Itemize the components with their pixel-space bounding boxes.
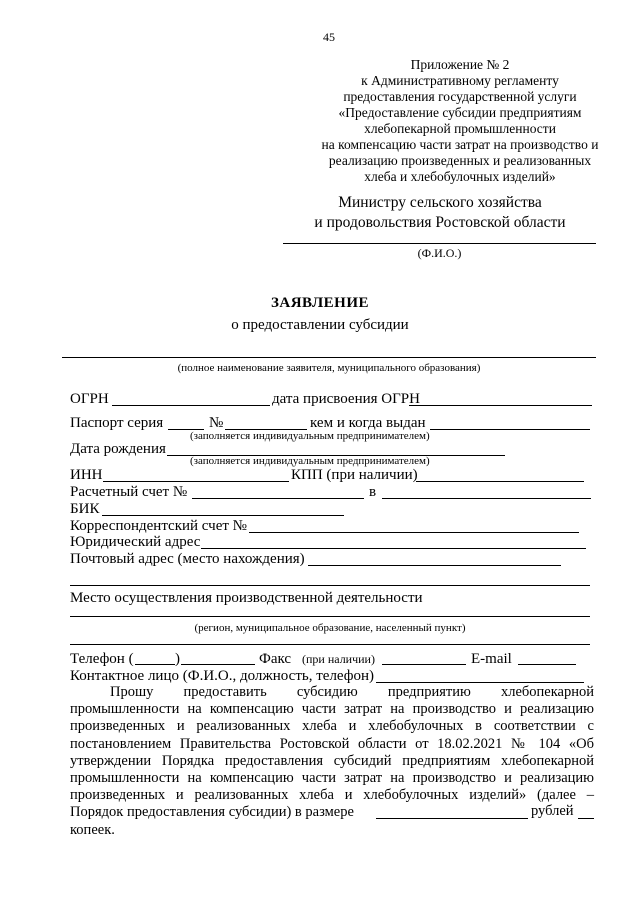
fax-note: (при наличии) (302, 652, 375, 666)
inn-label: ИНН (70, 467, 103, 483)
request-line: произведенных и реализованных хлеба и хлебобулочных изделий» (далее – (70, 787, 594, 804)
fax-label: Факс (259, 651, 292, 667)
ip-note-2: (заполняется индивидуальным предпринимателем) (190, 455, 430, 467)
kpp-label: КПП (при наличии) (291, 467, 418, 483)
applicant-line (62, 357, 596, 358)
account-bank-field[interactable] (382, 498, 591, 499)
phone-label: Телефон ( (70, 651, 134, 667)
activity-place-label: Место осуществления производственной деятельности (70, 590, 423, 606)
ogrn-date-label: дата присвоения ОГРН (272, 391, 420, 407)
corr-account-field[interactable] (249, 532, 579, 533)
ogrn-date-field[interactable] (409, 405, 592, 406)
appendix-line: хлебопекарной промышленности (364, 121, 556, 136)
document-title: ЗАЯВЛЕНИЕ (270, 295, 370, 311)
request-line: утверждении Порядка предоставления субсидий предприятиям хлебопекарной (70, 752, 594, 769)
phone-close-paren: ) (175, 651, 180, 667)
inn-field[interactable] (103, 481, 289, 482)
corr-account-label: Корреспондентский счет № (70, 518, 247, 534)
amount-rubles-field[interactable] (376, 818, 528, 819)
amount-kopecks-field[interactable] (578, 818, 594, 819)
applicant-caption: (полное наименование заявителя, муниципального образования) (177, 362, 481, 374)
legal-address-field[interactable] (201, 548, 586, 549)
addressee-line-1: Министру сельского хозяйства (338, 194, 542, 211)
contact-label: Контактное лицо (Ф.И.О., должность, телефон) (70, 668, 375, 684)
appendix-block (310, 57, 610, 185)
rubles-label: рублей (531, 803, 574, 819)
appendix-line: Приложение № 2 (410, 57, 510, 72)
appendix-line: на компенсацию части затрат на производство и (321, 137, 599, 152)
fax-field[interactable] (382, 664, 466, 665)
addressee-block (290, 193, 590, 233)
fio-caption: (Ф.И.О.) (417, 246, 462, 260)
fio-line (283, 243, 596, 244)
account-label: Расчетный счет № (70, 484, 188, 500)
request-line: произведенных и реализованных хлеба и хлебобулочных в соответствии с (70, 718, 594, 735)
request-line: Прошу предоставить субсидию предприятию хлебопекарной (110, 684, 594, 700)
ip-note-1: (заполняется индивидуальным предпринимателем) (190, 430, 430, 442)
appendix-line: предоставления государственной услуги (343, 89, 577, 104)
postal-address-field[interactable] (308, 565, 561, 566)
phone-code-field[interactable] (135, 664, 175, 665)
page-number: 45 (323, 30, 335, 44)
addressee-line-2: и продовольствия Ростовской области (314, 214, 566, 231)
account-field[interactable] (192, 498, 364, 499)
activity-place-field[interactable] (70, 616, 590, 617)
request-line: промышленности на компенсацию части затрат на производство и реализацию (70, 701, 594, 718)
appendix-line: хлеба и хлебобулочных изделий» (364, 169, 556, 184)
passport-number-label: № (209, 415, 224, 431)
request-amount-text: Порядок предоставления субсидии) в размере (70, 804, 354, 821)
bik-field[interactable] (102, 515, 344, 516)
birth-date-label: Дата рождения (70, 441, 166, 457)
email-label: E-mail (471, 651, 512, 667)
request-amount-line (70, 804, 594, 821)
region-caption: (регион, муниципальное образование, населенный пункт) (194, 622, 466, 634)
appendix-line: к Административному регламенту (361, 73, 559, 88)
passport-series-label: Паспорт серия (70, 415, 164, 431)
request-paragraph (70, 684, 594, 839)
email-field[interactable] (518, 664, 576, 665)
ogrn-label: ОГРН (70, 391, 109, 407)
request-kopecks: копеек. (70, 821, 115, 838)
account-bank-label: в (369, 484, 377, 500)
appendix-line: «Предоставление субсидии предприятиям (338, 105, 582, 120)
postal-address-label: Почтовый адрес (место нахождения) (70, 551, 305, 567)
ogrn-field[interactable] (112, 405, 270, 406)
bik-label: БИК (70, 501, 100, 517)
region-field[interactable] (70, 644, 590, 645)
contact-field[interactable] (376, 682, 584, 683)
request-line: промышленности на компенсацию части затрат на производство и реализацию (70, 770, 594, 787)
phone-field[interactable] (181, 664, 255, 665)
document-subtitle: о предоставлении субсидии (231, 317, 409, 333)
legal-address-label: Юридический адрес (70, 534, 201, 550)
request-line: постановлением Правительства Ростовской области от 18.02.2021 № 104 «Об (70, 735, 594, 752)
kpp-field[interactable] (416, 481, 584, 482)
appendix-line: реализацию произведенных и реализованных (328, 153, 592, 168)
passport-issued-field[interactable] (430, 429, 590, 430)
address-continuation-line[interactable] (70, 585, 590, 586)
passport-issued-label: кем и когда выдан (310, 415, 426, 431)
